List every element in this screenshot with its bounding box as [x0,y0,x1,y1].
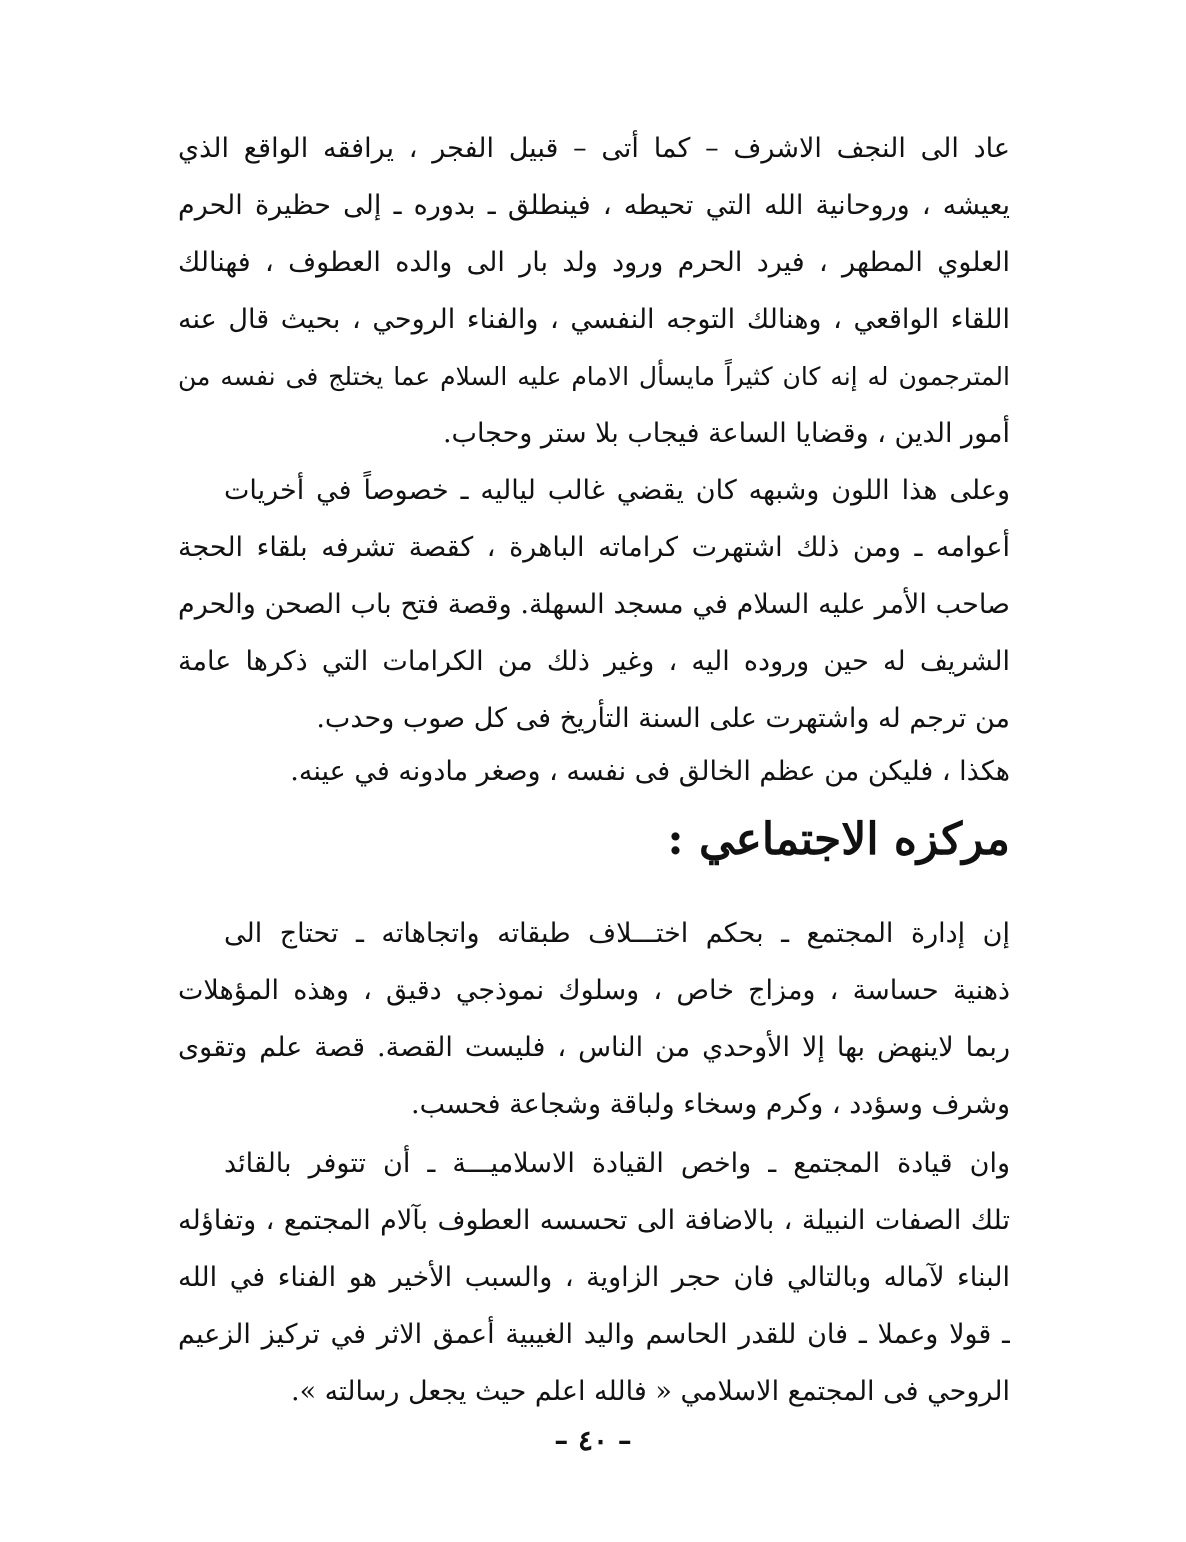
text-line: من ترجم له واشتهرت على السنة التأريخ فى كل صوب وحدب. [316,703,1010,734]
text-line: الشريف له حين وروده اليه ، وغير ذلك من الكرامات التي ذكرها عامة [178,646,1010,677]
text-line: الروحي فى المجتمع الاسلامي « فالله اعلم حيث يجعل رسالته ». [290,1376,1010,1407]
text-line: هكذا ، فليكن من عظم الخالق فى نفسه ، وصغر مادونه في عينه. [290,756,1010,787]
text-line: إن إدارة المجتمع ـ بحكم اختـــلاف طبقاته واتجاهاته ـ تحتاج الى [224,918,1010,949]
text-line: البناء لآماله وبالتالي فان حجر الزاوية ، والسبب الأخير هو الفناء في الله [178,1262,1010,1293]
text-line: وعلى هذا اللون وشبهه كان يقضي غالب لياليه ـ خصوصاً في أخريات [224,475,1010,506]
text-line: وشرف وسؤدد ، وكرم وسخاء ولباقة وشجاعة فحسب. [411,1089,1010,1120]
text-line: ذهنية حساسة ، ومزاج خاص ، وسلوك نموذجي دقيق ، وهذه المؤهلات [178,975,1010,1006]
section-heading: مركزه الاجتماعي : [667,814,1010,865]
text-line: يعيشه ، وروحانية الله التي تحيطه ، فينطلق ـ بدوره ـ إلى حظيرة الحرم [178,190,1010,221]
page-number: – ٤٠ – [554,1424,632,1457]
text-line: المترجمون له إنه كان كثيراً مايسأل الامام عليه السلام عما يختلج فى نفسه من [178,362,1010,391]
text-line: وان قيادة المجتمع ـ واخص القيادة الاسلاميـــة ـ أن تتوفر بالقائد [224,1148,1010,1179]
text-line: صاحب الأمر عليه السلام في مسجد السهلة. وقصة فتح باب الصحن والحرم [178,589,1010,620]
text-line: أمور الدين ، وقضايا الساعة فيجاب بلا ستر وحجاب. [442,418,1010,449]
text-line: اللقاء الواقعي ، وهنالك التوجه النفسي ، والفناء الروحي ، بحيث قال عنه [178,304,1010,335]
text-line: ـ قولا وعملا ـ فان للقدر الحاسم واليد الغيبية أعمق الاثر في تركيز الزعيم [178,1319,1010,1350]
text-line: أعوامه ـ ومن ذلك اشتهرت كراماته الباهرة ، كقصة تشرفه بلقاء الحجة [178,532,1010,563]
text-line: العلوي المطهر ، فيرد الحرم ورود ولد بار الى والده العطوف ، فهنالك [178,247,1010,278]
text-line: عاد الى النجف الاشرف – كما أتى – قبيل الفجر ، يرافقه الواقع الذي [178,133,1010,164]
text-line: تلك الصفات النبيلة ، بالاضافة الى تحسسه العطوف بآلام المجتمع ، وتفاؤله [178,1205,1010,1236]
text-line: ربما لاينهض بها إلا الأوحدي من الناس ، فليست القصة. قصة علم وتقوى [178,1032,1010,1063]
